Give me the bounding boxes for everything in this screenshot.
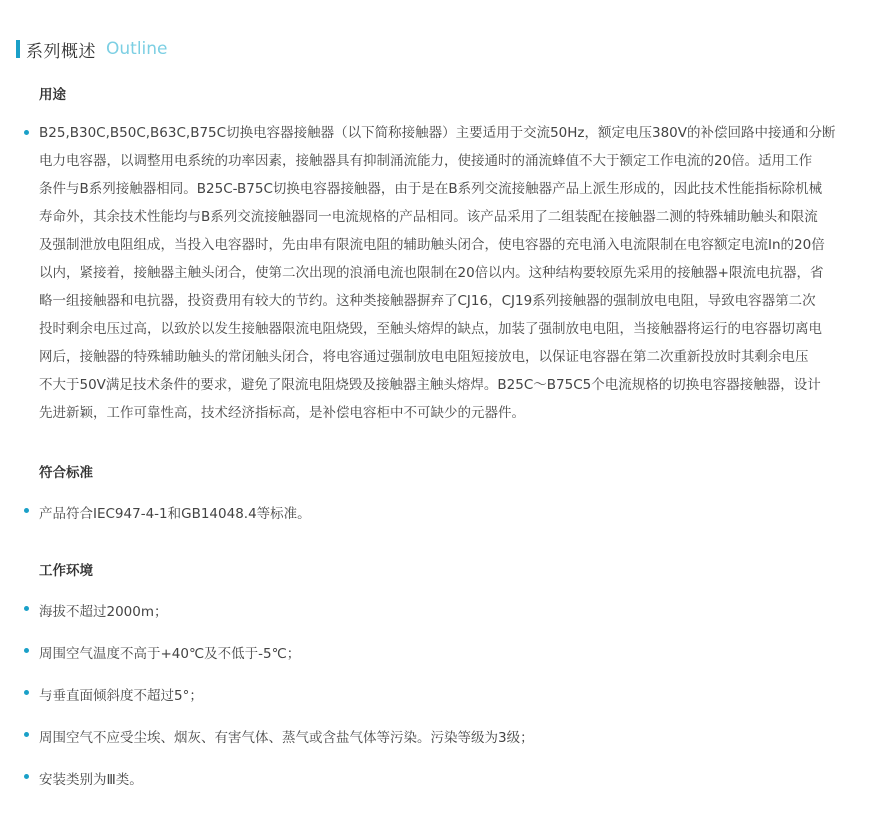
environment-item: 周围空气不应受尘埃、烟灰、有害气体、蒸气或含盐气体等污染。污染等级为3级； bbox=[39, 730, 534, 746]
usage-line: 寿命外，其余技术性能均与B系列交流接触器同一电流规格的产品相同。该产品采用了二组装配在接触器二测的特殊辅助触头和限流 bbox=[39, 209, 818, 225]
header-title: 系列概述 bbox=[26, 41, 96, 62]
environment-bullet-icon bbox=[24, 690, 29, 695]
standard-item: 产品符合IEC947-4-1和GB14048.4等标准。 bbox=[39, 506, 311, 522]
usage-line: 略一组接触器和电抗器，投资费用有较大的节约。这种类接触器摒弃了CJ16，CJ19系列接触器的强制放电电阻，导致电容器第二次 bbox=[39, 293, 816, 309]
environment-item: 与垂直面倾斜度不超过5°； bbox=[39, 688, 203, 704]
usage-line: 以内，紧接着，接触器主触头闭合，使第二次出现的浪涌电流也限制在20倍以内。这种结构要较原先采用的接触器+限流电抗器，省 bbox=[39, 265, 824, 281]
header-subtitle: Outline bbox=[106, 39, 168, 59]
environment-item: 安装类别为Ⅲ类。 bbox=[39, 772, 143, 788]
environment-title: 工作环境 bbox=[39, 563, 93, 579]
usage-bullet-icon bbox=[24, 130, 29, 135]
environment-item: 周围空气温度不高于+40℃及不低于-5℃； bbox=[39, 646, 301, 662]
usage-line: 条件与B系列接触器相同。B25C-B75C切换电容器接触器，由于是在B系列交流接触器产品上派生形成的，因此技术性能指标除机械 bbox=[39, 181, 823, 197]
environment-item: 海拔不超过2000m； bbox=[39, 604, 168, 620]
section-header bbox=[16, 38, 168, 60]
usage-line: 先进新颖，工作可靠性高，技术经济指标高，是补偿电容柜中不可缺少的元器件。 bbox=[39, 405, 525, 421]
usage-line: B25,B30C,B50C,B63C,B75C切换电容器接触器（以下简称接触器）主要适用于交流50Hz，额定电压380V的补偿回路中接通和分断 bbox=[39, 125, 836, 141]
standard-title: 符合标准 bbox=[39, 465, 93, 481]
environment-bullet-icon bbox=[24, 606, 29, 611]
standard-bullet-icon bbox=[24, 508, 29, 513]
environment-bullet-icon bbox=[24, 774, 29, 779]
usage-line: 投时剩余电压过高，以致於以发生接触器限流电阻烧毁，至触头熔焊的缺点，加装了强制放电电阻，当接触器将运行的电容器切离电 bbox=[39, 321, 822, 337]
header-accent-bar bbox=[16, 40, 20, 58]
usage-line: 及强制泄放电阻组成，当投入电容器时，先由串有限流电阻的辅助触头闭合，使电容器的充电涌入电流限制在电容额定电流In的20倍 bbox=[39, 237, 825, 253]
usage-line: 不大于50V满足技术条件的要求，避免了限流电阻烧毁及接触器主触头熔焊。B25C～B75C5个电流规格的切换电容器接触器，设计 bbox=[39, 377, 821, 393]
usage-title: 用途 bbox=[39, 87, 66, 103]
environment-bullet-icon bbox=[24, 648, 29, 653]
usage-line: 电力电容器，以调整用电系统的功率因素，接触器具有抑制涌流能力，使接通时的涌流蜂值不大于额定工作电流的20倍。适用工作 bbox=[39, 153, 813, 169]
usage-line: 网后，接触器的特殊辅助触头的常闭触头闭合，将电容通过强制放电电阻短接放电，以保证电容器在第二次重新投放时其剩余电压 bbox=[39, 349, 809, 365]
environment-bullet-icon bbox=[24, 732, 29, 737]
usage-paragraph bbox=[39, 119, 871, 427]
